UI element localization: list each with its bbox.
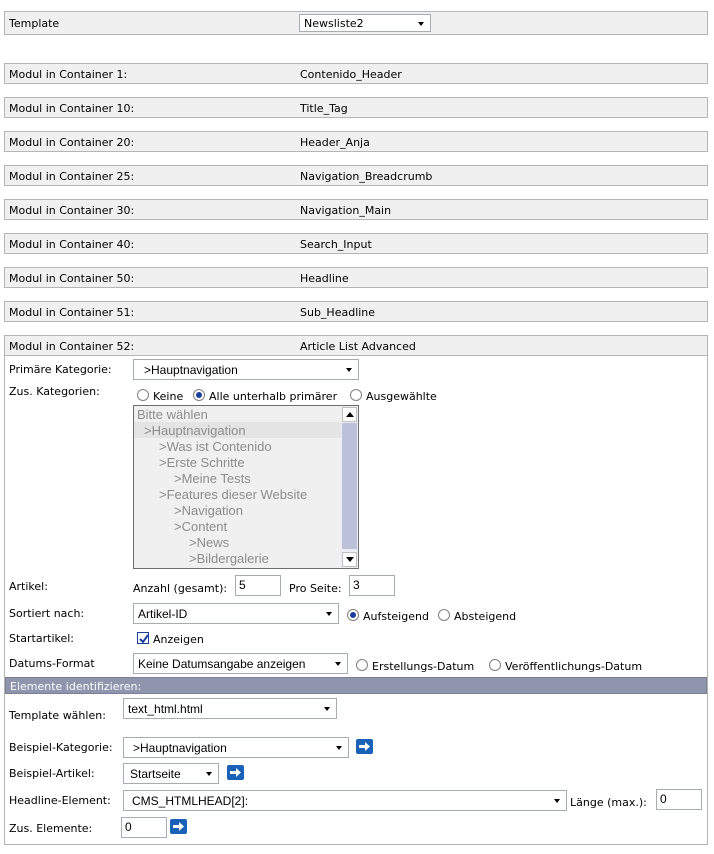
container-row <box>4 63 708 84</box>
list-item[interactable]: >Meine Tests <box>174 471 251 486</box>
extra-elements-input[interactable] <box>121 817 167 838</box>
container-row <box>4 199 708 220</box>
arrow-right-icon <box>358 741 371 752</box>
radio-creation-date[interactable] <box>356 659 368 671</box>
example-article-select[interactable] <box>123 763 219 784</box>
list-item[interactable]: Bitte wählen <box>137 407 208 422</box>
length-input[interactable] <box>656 789 702 810</box>
container-module: Navigation_Breadcrumb <box>300 170 433 183</box>
container-row <box>4 97 708 118</box>
example-article-go-button[interactable] <box>227 765 244 780</box>
scroll-up-icon[interactable] <box>342 407 357 422</box>
chevron-down-icon <box>205 769 214 778</box>
sorted-by-label: Sortiert nach: <box>9 607 85 620</box>
identify-title: Elemente identifizieren: <box>10 680 142 693</box>
primary-category-value: >Hauptnavigation <box>144 363 238 377</box>
sorted-by-value: Artikel-ID <box>138 607 188 621</box>
headline-element-value: CMS_HTMLHEAD[2]: <box>132 794 249 808</box>
container-label: Modul in Container 51: <box>9 306 135 319</box>
container-module: Header_Anja <box>300 136 370 149</box>
chevron-down-icon <box>334 659 343 668</box>
container-row <box>4 335 708 356</box>
list-item[interactable]: >Was ist Contenido <box>159 439 272 454</box>
primary-category-label: Primäre Kategorie: <box>9 363 112 376</box>
example-category-label: Beispiel-Kategorie: <box>9 741 113 754</box>
chevron-down-icon <box>345 365 354 374</box>
container-module: Search_Input <box>300 238 372 251</box>
template-choose-select[interactable] <box>123 698 337 719</box>
extra-categories-label: Zus. Kategorien: <box>9 385 100 398</box>
article-label: Artikel: <box>9 580 48 593</box>
list-item[interactable]: >Features dieser Website <box>159 487 308 502</box>
list-item[interactable]: >Erste Schritte <box>159 455 245 470</box>
container-row <box>4 301 708 322</box>
scroll-down-icon[interactable] <box>342 552 357 567</box>
start-article-label: Startartikel: <box>9 632 75 645</box>
container-module: Article List Advanced <box>300 340 416 353</box>
radio-selected-label: Ausgewählte <box>366 390 437 403</box>
radio-publish-date[interactable] <box>489 659 501 671</box>
template-select[interactable] <box>299 14 431 32</box>
primary-category-select[interactable] <box>133 359 359 380</box>
list-item[interactable]: >News <box>189 535 230 550</box>
example-article-label: Beispiel-Artikel: <box>9 767 95 780</box>
chevron-down-icon <box>417 19 426 28</box>
scroll-thumb[interactable] <box>342 423 357 549</box>
count-total-value: 5 <box>239 578 246 592</box>
template-choose-label: Template wählen: <box>9 709 106 722</box>
example-category-go-button[interactable] <box>356 739 373 754</box>
date-format-select[interactable] <box>133 653 348 674</box>
radio-publish-date-label: Veröffentlichungs-Datum <box>505 660 643 673</box>
container-module: Title_Tag <box>300 102 348 115</box>
radio-selected[interactable] <box>350 389 362 401</box>
identify-section-header <box>5 677 707 694</box>
container-row <box>4 267 708 288</box>
container-label: Modul in Container 1: <box>9 68 128 81</box>
category-listbox[interactable] <box>133 405 359 569</box>
chevron-down-icon <box>553 796 562 805</box>
arrow-right-icon <box>172 821 185 832</box>
template-choose-value: text_html.html <box>128 702 203 716</box>
radio-ascending[interactable] <box>347 609 359 621</box>
chevron-down-icon <box>335 743 344 752</box>
count-total-label: Anzahl (gesamt): <box>133 582 228 595</box>
template-label: Template <box>9 17 60 30</box>
count-total-input[interactable] <box>235 575 281 596</box>
extra-elements-label: Zus. Elemente: <box>9 822 93 835</box>
radio-none[interactable] <box>137 389 149 401</box>
template-row <box>4 11 708 35</box>
chevron-down-icon <box>325 609 334 618</box>
container-label: Modul in Container 50: <box>9 272 135 285</box>
length-value: 0 <box>660 792 667 806</box>
container-label: Modul in Container 10: <box>9 102 135 115</box>
container-module: Headline <box>300 272 349 285</box>
list-item[interactable]: >Content <box>174 519 228 534</box>
container-label: Modul in Container 30: <box>9 204 135 217</box>
example-category-select[interactable] <box>123 737 349 758</box>
headline-element-select[interactable] <box>123 790 567 811</box>
example-article-value: Startseite <box>130 767 181 781</box>
container-module: Contenido_Header <box>300 68 402 81</box>
headline-element-label: Headline-Element: <box>9 794 111 807</box>
list-item[interactable]: >Navigation <box>174 503 244 518</box>
per-page-label: Pro Seite: <box>289 582 342 595</box>
list-item[interactable]: >Hauptnavigation <box>144 423 246 438</box>
radio-none-label: Keine <box>153 390 184 403</box>
container-label: Modul in Container 52: <box>9 340 135 353</box>
show-start-article-checkbox[interactable] <box>137 632 149 644</box>
radio-descending-label: Absteigend <box>454 610 517 623</box>
sorted-by-select[interactable] <box>133 603 339 624</box>
container-label: Modul in Container 25: <box>9 170 135 183</box>
container-label: Modul in Container 20: <box>9 136 135 149</box>
container-row <box>4 233 708 254</box>
container-module: Sub_Headline <box>300 306 376 319</box>
radio-descending[interactable] <box>438 609 450 621</box>
radio-all-below-label: Alle unterhalb primärer <box>209 390 338 403</box>
extra-elements-go-button[interactable] <box>170 819 187 834</box>
list-item[interactable]: >Bildergalerie <box>189 551 269 566</box>
container-row <box>4 165 708 186</box>
container-label: Modul in Container 40: <box>9 238 135 251</box>
radio-all-below[interactable] <box>193 389 205 401</box>
template-select-value: Newsliste2 <box>304 17 364 30</box>
date-format-value: Keine Datumsangabe anzeigen <box>138 657 306 671</box>
date-format-label: Datums-Format <box>9 657 95 670</box>
radio-creation-date-label: Erstellungs-Datum <box>372 660 475 673</box>
per-page-value: 3 <box>353 578 360 592</box>
check-icon <box>138 633 150 645</box>
length-label: Länge (max.): <box>570 796 647 809</box>
arrow-right-icon <box>229 767 242 778</box>
example-category-value: >Hauptnavigation <box>133 741 227 755</box>
container-module: Navigation_Main <box>300 204 392 217</box>
chevron-down-icon <box>323 704 332 713</box>
per-page-input[interactable] <box>349 575 395 596</box>
container-row <box>4 131 708 152</box>
radio-ascending-label: Aufsteigend <box>363 610 429 623</box>
list-scrollbar[interactable] <box>341 406 358 568</box>
extra-elements-value: 0 <box>125 820 132 834</box>
show-start-article-label: Anzeigen <box>153 633 204 646</box>
